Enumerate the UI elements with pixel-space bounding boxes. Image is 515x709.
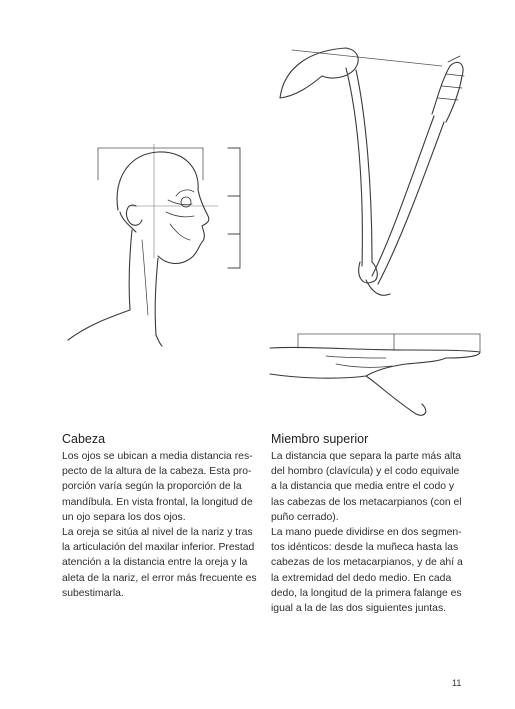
text-line: la articulación del maxilar inferior. Prestad [62,542,255,554]
upper-limb-section [271,431,471,616]
text-line: subestimarla. [62,587,124,599]
text-line: a la distancia que media entre el codo y [271,481,455,493]
text-line: La mano puede dividirse en dos segmen- [271,527,462,539]
head-section-heading: Cabeza [62,432,106,446]
head-profile-sketch [58,140,248,350]
arm-skeleton-sketch [262,36,482,306]
text-line: las cabezas de los metacarpianos (con el [271,496,462,508]
head-section-text [62,449,258,601]
text-line: cabezas de los metacarpianos, y de ahí a [271,557,463,569]
upper-limb-section-text [271,449,471,616]
page-number: 11 [452,678,462,688]
hand-proportions-sketch [266,328,486,418]
text-line: puño cerrado). [271,511,339,523]
text-line: dedo, la longitud de la primera falange es [271,587,462,599]
text-line: tos idénticos: desde la muñeca hasta las [271,542,459,554]
text-line: porción varía según la proporción de la [62,481,242,493]
head-section [62,431,258,601]
text-line: pecto de la altura de la cabeza. Esta pro- [62,466,252,478]
text-line: La oreja se sitúa al nivel de la nariz y tras [62,527,253,539]
text-line: La distancia que separa la parte más alta [271,451,462,462]
text-line: atención a la distancia entre la oreja y la [62,557,248,569]
text-line: igual a la de las dos siguientes juntas. [271,603,447,615]
text-line: aleta de la nariz, el error más frecuente es [62,572,257,584]
text-line: un ojo separa los dos ojos. [62,511,186,523]
text-line: la extremidad del dedo medio. En cada [271,572,452,584]
text-line: Los ojos se ubican a media distancia res- [62,451,253,462]
upper-limb-section-heading: Miembro superior [271,432,369,446]
text-line: del hombro (clavícula) y el codo equivale [271,466,460,478]
text-line: mandíbula. En vista frontal, la longitud de [62,496,253,508]
